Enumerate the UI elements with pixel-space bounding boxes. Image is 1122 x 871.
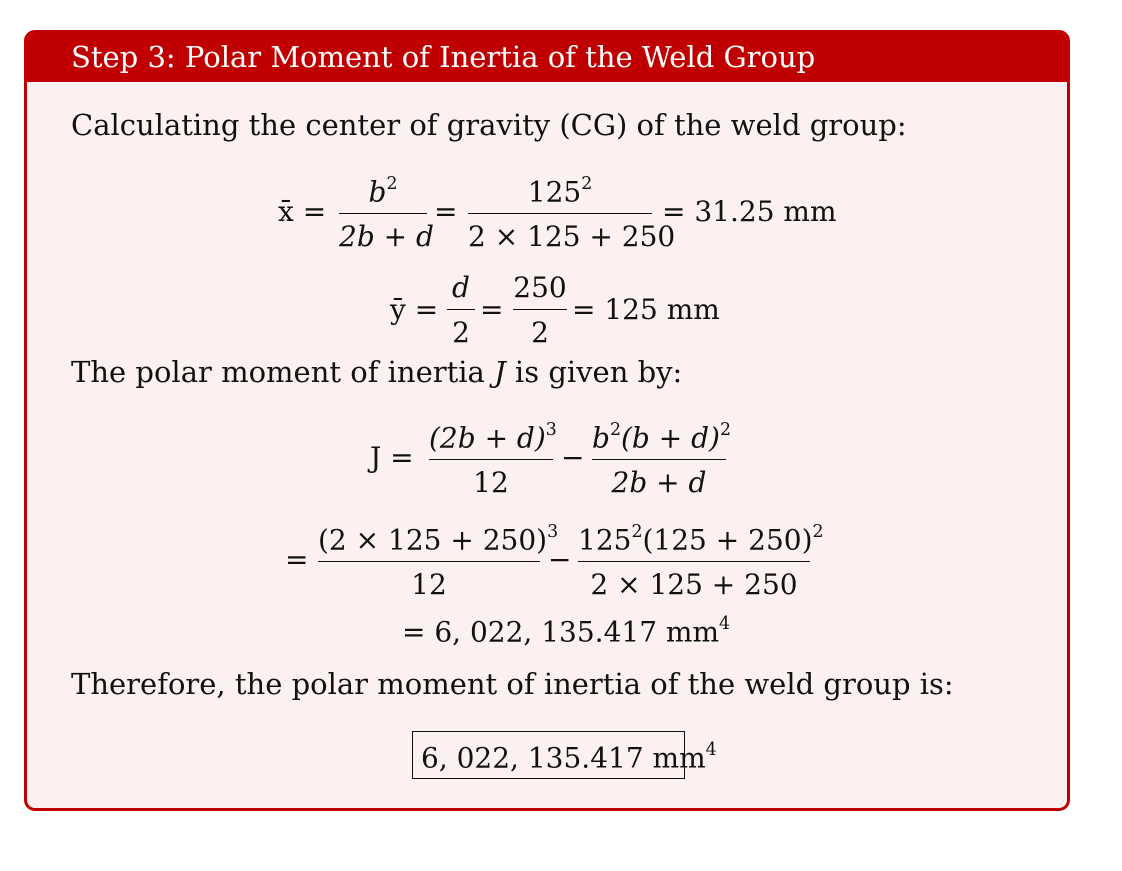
ybar-lhs: ȳ =: [390, 293, 439, 326]
conclusion-text: Therefore, the polar moment of inertia of the weld group is:: [71, 667, 954, 701]
j-sub-minus: −: [548, 543, 572, 576]
solution-box: [24, 30, 1070, 811]
polar-text: The polar moment of inertia J is given by:: [71, 355, 683, 389]
j-fraction-1: $(2b + d)^3$ 12: [429, 420, 557, 500]
j-sub-fraction-1: $(2 \times 125 + 250)^3$ 12: [318, 522, 559, 602]
step-header: Step 3: Polar Moment of Inertia of the Weld Group: [27, 33, 1067, 82]
xbar-lhs: x̄ =: [278, 195, 327, 228]
j-fraction-2: $b^2(b + d)^2$ 2b + d: [592, 420, 731, 500]
xbar-fraction-2: $125^2$ 2 × 125 + 250: [468, 174, 676, 254]
final-answer: 6, 022, 135.417 $mm^4$: [421, 740, 717, 775]
xbar-fraction-1: $b^2$ 2b + d: [339, 174, 434, 254]
ybar-fraction-1: d 2: [447, 274, 475, 349]
xbar-result: = 31.25 mm: [662, 195, 837, 228]
j-sub-fraction-2: $125^2(125 + 250)^2$ 2 × 125 + 250: [578, 522, 824, 602]
j-result: = 6, 022, 135.417 $mm^4$: [402, 614, 731, 649]
xbar-equals-2: =: [434, 195, 458, 228]
ybar-equals-2: =: [480, 293, 504, 326]
j-minus: −: [561, 441, 585, 474]
final-answer-box: [412, 731, 717, 779]
j-lhs: J =: [370, 441, 414, 474]
intro-text: Calculating the center of gravity (CG) of the weld group:: [71, 108, 907, 142]
ybar-result: = 125 mm: [572, 293, 720, 326]
j-sub-equals: =: [285, 543, 309, 576]
ybar-fraction-2: 250 2: [513, 271, 567, 349]
